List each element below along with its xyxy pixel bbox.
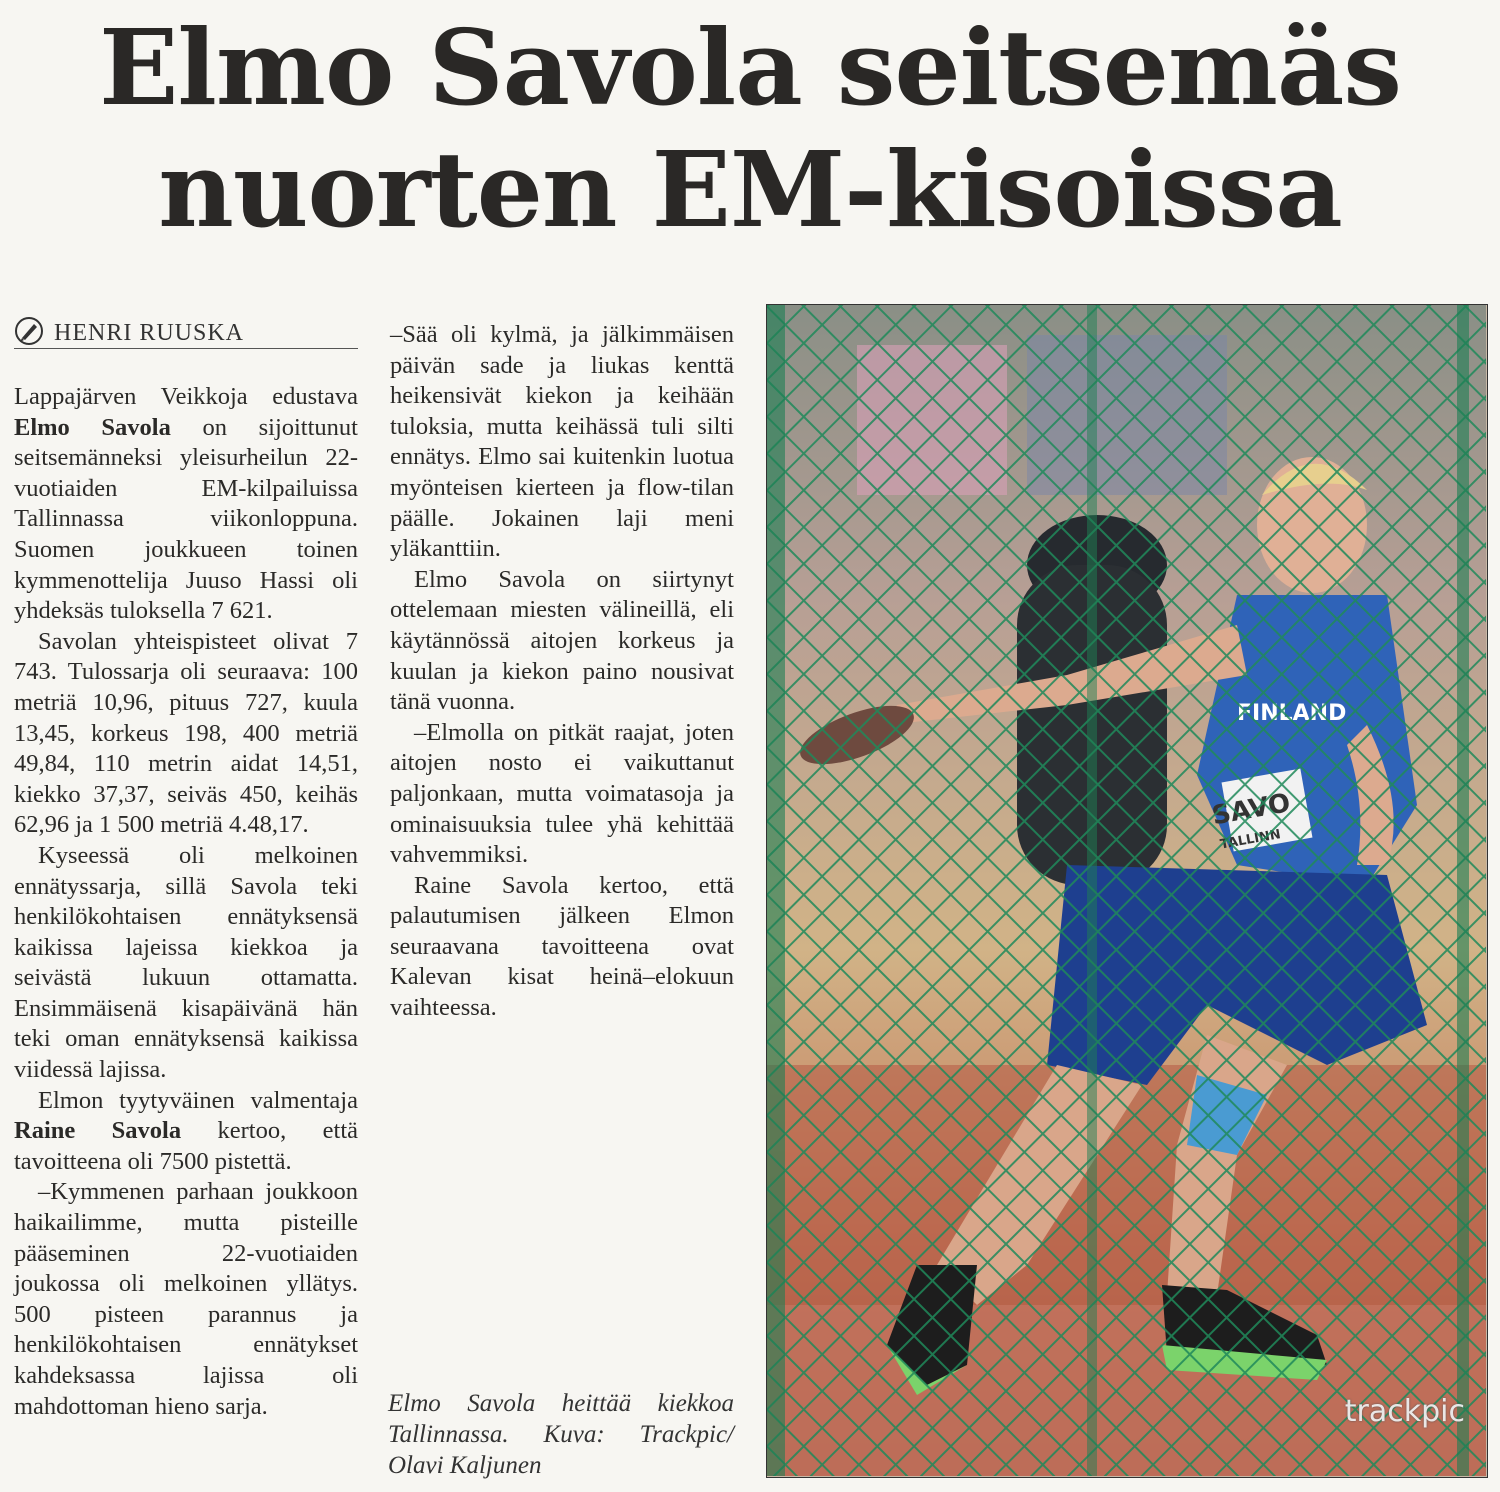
article-column-1 xyxy=(14,382,358,1422)
paragraph xyxy=(14,627,358,841)
paragraph-text: –Kymmenen parhaan joukkoon haikailimme, mutta pisteille pääseminen 22-vuotiaiden joukossa oli melkoinen yllätys. 500 pisteen parannus ja henkilökohtaisen ennätykset kahdeksassa lajissa oli mahdottoman hieno sarja. xyxy=(14,1178,358,1420)
paragraph xyxy=(390,871,734,1024)
paragraph-text: Elmo Savola on siirtynyt ottelemaan miesten välineillä, eli käytännössä aitojen korkeus ja kuulan ja kiekon paino nousivat tänä vuonna. xyxy=(390,565,734,716)
article-column-2 xyxy=(390,320,734,1024)
paragraph-text: Raine Savola kertoo, että palautumisen jälkeen Elmon seuraavana tavoitteena ovat Kalevan kisat heinä–elokuun vaihteessa. xyxy=(390,871,734,1022)
photo-illustration xyxy=(767,305,1486,1476)
person-name: Elmo Savola xyxy=(14,413,171,441)
paragraph-text: Elmon tyytyväinen valmentaja xyxy=(38,1086,358,1114)
headline xyxy=(0,0,1500,260)
paragraph-text: –Sää oli kylmä, ja jälkimmäisen päivän sade ja liukas kenttä heikensivät kiekon ja keihään tuloksia, mutta keihässä tuli silti ennätys. Elmo sai kuitenkin luotua myönteisen kierteen ja flow-tilan päälle. Jokainen laji meni yläkanttiin. xyxy=(390,321,734,563)
paragraph-text: Kyseessä oli melkoinen ennätyssarja, sillä Savola teki henkilökohtaisen ennätyksensä kaikissa lajeissa kiekkoa ja seivästä lukuun ottamatta. Ensimmäisenä kisapäivänä hän teki oman ennätyksensä kaikissa viidessä lajissa. xyxy=(14,841,358,1084)
paragraph-text: on sijoittunut seitsemänneksi yleisurheilun 22-vuotiaiden EM-kilpailuissa Tallinnassa viikonloppuna. Suomen joukkueen toinen kymmenottelija Juuso Hassi oli yhdeksäs tuloksella 7 621. xyxy=(14,413,358,625)
paragraph xyxy=(14,841,358,1086)
person-name: Raine Savola xyxy=(14,1117,182,1145)
paragraph xyxy=(390,320,734,565)
photo-watermark: trackpic xyxy=(1344,1394,1465,1429)
paragraph xyxy=(14,1086,358,1178)
byline xyxy=(14,312,358,349)
paragraph xyxy=(14,1177,358,1422)
paragraph xyxy=(390,718,734,871)
paragraph xyxy=(390,565,734,718)
photo-caption: Elmo Savola heittää kiekkoa Tallinnassa. Kuva: Trackpic/ Olavi Kaljunen xyxy=(388,1390,734,1479)
author-name: HENRI RUUSKA xyxy=(54,320,245,346)
paragraph-text: Savolan yhteispisteet olivat 7 743. Tulossarja oli seuraava: 100 metriä 10,96, pituus 727, kuula 13,45, korkeus 198, 400 metriä 49,84, 110 metrin aidat 14,51, kiekko 37,37, seiväs 450, keihäs 62,96 ja 1 500 metriä 4.48,17. xyxy=(14,627,358,839)
paragraph xyxy=(14,382,358,627)
headline-line-1: Elmo Savola seitsemäs xyxy=(99,6,1401,129)
paragraph-text: Lappajärven Veikkoja edustava xyxy=(14,383,358,410)
paragraph-text: –Elmolla on pitkät raajat, joten aitojen nosto ei vaikuttanut paljonkaan, mutta voimatasoja ja ominaisuuksia tulee yhä kehittää vahvemmiksi. xyxy=(390,718,734,869)
paragraph-text: kertoo, että tavoitteena oli 7500 pistettä. xyxy=(14,1117,359,1175)
headline-line-2: nuorten EM-kisoissa xyxy=(158,128,1342,251)
pen-icon xyxy=(14,316,44,346)
article-photo xyxy=(766,304,1488,1478)
